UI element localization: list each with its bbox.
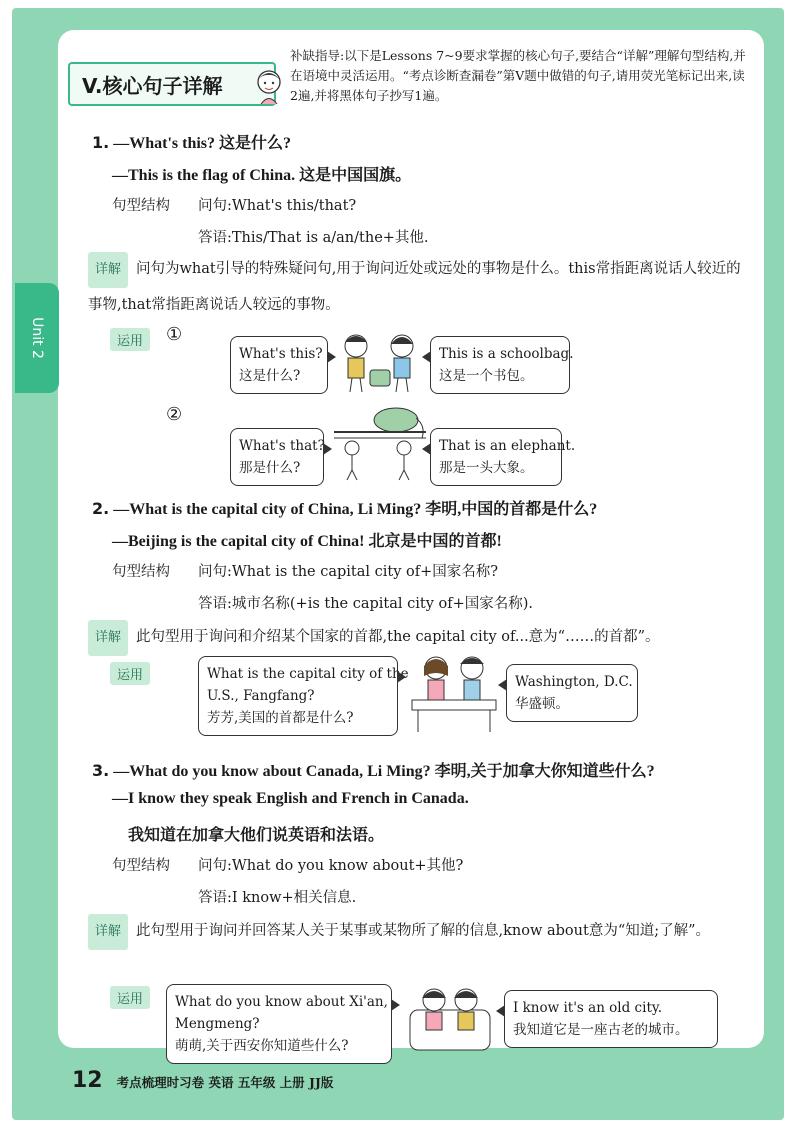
item-3-structure-label: 句型结构 <box>112 858 170 874</box>
book-meta: 考点梳理时习卷 英语 五年级 上册 JJ版 <box>116 1075 334 1090</box>
girl-mascot-icon <box>252 66 286 106</box>
tip-text: 补缺指导:以下是Lessons 7~9要求掌握的核心句子,要结合“详解”理解句型结构,并在语境中灵活运用。“考点诊断查漏卷”第V题中做错的句子,请用荧光笔标记出来,读2遍,并将黑体句子抄写1遍。 <box>290 48 746 103</box>
item-3-use-answer-bubble: I know it's an old city. 我知道它是一座古老的城市。 <box>504 990 718 1048</box>
item-2-use-answer-bubble: Washington, D.C. 华盛顿。 <box>506 664 638 722</box>
kids-schoolbag-illustration <box>334 330 426 394</box>
unit-side-tab: Unit 2 <box>15 283 59 393</box>
item-2-explain: 详解 此句型用于询问和介绍某个国家的首都,the capital city of...意为“……的首都”。 <box>88 620 748 656</box>
item-3-use-tag: 运用 <box>110 986 150 1009</box>
explain-tag: 详解 <box>88 914 128 950</box>
item-2-structure-question: 问句:What is the capital city of+国家名称? <box>198 564 499 580</box>
use-marker-1: ① <box>166 324 183 345</box>
section-title: V.核心句子详解 <box>68 62 276 106</box>
item-1-structure-question: 问句:What's this/that? <box>198 198 357 214</box>
item-3-use-question-bubble: What do you know about Xi'an, Mengmeng? 萌萌,关于西安你知道些什么? <box>166 984 392 1064</box>
item-1-use-1-answer-bubble: This is a schoolbag. 这是一个书包。 <box>430 336 570 394</box>
item-1-answer: —This is the flag of China. 这是中国国旗。 <box>112 167 412 184</box>
item-3-structure-answer: 答语:I know+相关信息. <box>198 890 357 906</box>
item-1-question: 1. —What's this? 这是什么? <box>92 133 292 152</box>
item-1-explain: 详解 问句为what引导的特殊疑问句,用于询问近处或远处的事物是什么。this常指距离说话人较近的事物,that常指距离说话人较远的事物。 <box>88 252 748 322</box>
item-1-structure-label: 句型结构 <box>112 198 170 214</box>
use-marker-2: ② <box>166 404 183 425</box>
item-2-question: 2. —What is the capital city of China, Li Ming? 李明,中国的首都是什么? <box>92 499 598 518</box>
kids-elephant-illustration <box>330 402 430 482</box>
item-2-structure-answer: 答语:城市名称(+is the capital city of+国家名称). <box>198 596 534 612</box>
girls-on-sofa-illustration <box>402 980 498 1060</box>
item-3-question: 3. —What do you know about Canada, Li Ming? 李明,关于加拿大你知道些什么? <box>92 761 655 780</box>
explain-tag: 详解 <box>88 620 128 656</box>
item-3-explain: 详解 此句型用于询问并回答某人关于某事或某物所了解的信息,know about意为“知道;了解”。 <box>88 914 748 950</box>
item-2-use-question-bubble: What is the capital city of the U.S., Fangfang? 芳芳,美国的首都是什么? <box>198 656 398 736</box>
item-1-use-tag: 运用 <box>110 328 150 351</box>
item-3-structure-question: 问句:What do you know about+其他? <box>198 858 464 874</box>
item-1-structure-answer: 答语:This/That is a/an/the+其他. <box>198 230 429 246</box>
item-2-answer: —Beijing is the capital city of China! 北京是中国的首都! <box>112 533 502 550</box>
page-number: 12 <box>72 1068 103 1093</box>
item-3-answer-translation: 我知道在加拿大他们说英语和法语。 <box>128 827 385 844</box>
item-1-use-2-question-bubble: What's that? 那是什么? <box>230 428 324 486</box>
page-footer <box>72 1068 333 1093</box>
item-3-answer: —I know they speak English and French in Canada. <box>112 790 469 807</box>
item-2-structure-label: 句型结构 <box>112 564 170 580</box>
item-1-use-2-answer-bubble: That is an elephant. 那是一头大象。 <box>430 428 562 486</box>
explain-tag: 详解 <box>88 252 128 288</box>
girls-on-bench-illustration <box>406 650 502 736</box>
item-1-use-1-question-bubble: What's this? 这是什么? <box>230 336 328 394</box>
item-2-use-tag: 运用 <box>110 662 150 685</box>
